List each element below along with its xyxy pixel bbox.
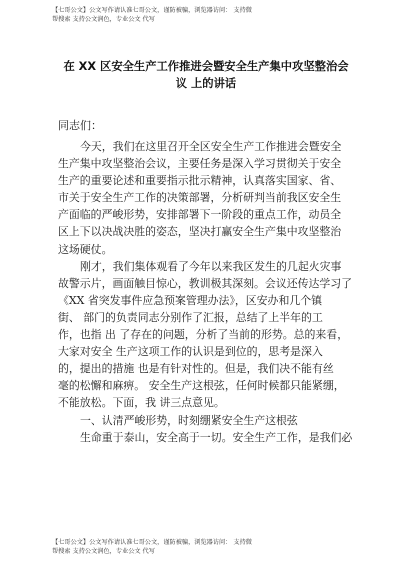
body-line: 毫的松懈和麻痹。 安全生产这根弦，任何时候都只能紧绷， [58, 379, 345, 393]
body-line: 不能放松。下面，我 讲三点意见。 [58, 396, 225, 410]
body-line: 大家对安全 生产这项工作的认识是到位的，思考是深入 [58, 345, 323, 359]
body-line: 今天，我们在这里召开全区安全生产工作推进会暨安全 [80, 140, 342, 153]
document-title [36, 58, 376, 92]
body-line: 生产的重要论述和重要指示批示精神，认真落实国家、省、 [58, 174, 342, 188]
watermark-footer [52, 538, 372, 556]
watermark-line: 帮搜索 支持公文润色，专业公文 代写 [52, 16, 155, 23]
body-line: 街、 部门的负责同志分别作了汇报，总结了上半年的工 [58, 310, 323, 324]
body-line: 的，提出的措施 也是有针对性的。但是，我们决不能有丝 [58, 362, 334, 376]
body-line: 故警示片，画面触目惊心，教训极其深刻。会议还传达学习了 [58, 276, 353, 290]
title-line: 议 上的讲话 [175, 77, 237, 90]
body-line: 市关于安全生产工作的决策部署，分析研判当前我区安全生 [58, 191, 342, 205]
greeting: 同志们： [58, 119, 102, 132]
title-line: 在 XX 区安全生产工作推进会暨安全生产集中攻坚整治会 [63, 60, 349, 73]
body-line: 产面临的严峻形势，安排部署下一阶段的重点工作，动员全 [58, 208, 342, 222]
body-line: 《XX 省突发事件应急预案管理办法》，区安办和几个镇 [58, 293, 323, 307]
body-line: 作，也指 出 了存在的问题，分析了当前的形势。总的来看， [58, 328, 349, 342]
watermark-line: 【七哥公文】公文写作请认准七哥公文，谨防被骗，浏览器访问： 支持微 [52, 7, 252, 14]
section-heading: 一、认清严峻形势，时刻绷紧安全生产这根弦 [80, 413, 298, 427]
body-line: 生命重于泰山，安全高于一切。安全生产工作，是我们必 [80, 430, 353, 444]
watermark-line: 帮搜索 支持公文润色，专业公文 代写 [52, 548, 155, 555]
body-line: 区上下以决战决胜的姿态，坚决打赢安全生产集中攻坚整治 [58, 225, 342, 239]
body-line: 这场硬仗。 [58, 242, 113, 256]
watermark-header [52, 6, 372, 24]
watermark-line: 【七哥公文】公文写作请认准七哥公文，谨防被骗，浏览器访问： 支持微 [52, 539, 252, 546]
body-line: 刚才，我们集体观看了今年以来我区发生的几起火灾事 [80, 259, 342, 273]
speech-body [58, 138, 358, 446]
body-line: 生产集中攻坚整治会议，主要任务是深入学习贯彻关于安全 [58, 157, 342, 171]
